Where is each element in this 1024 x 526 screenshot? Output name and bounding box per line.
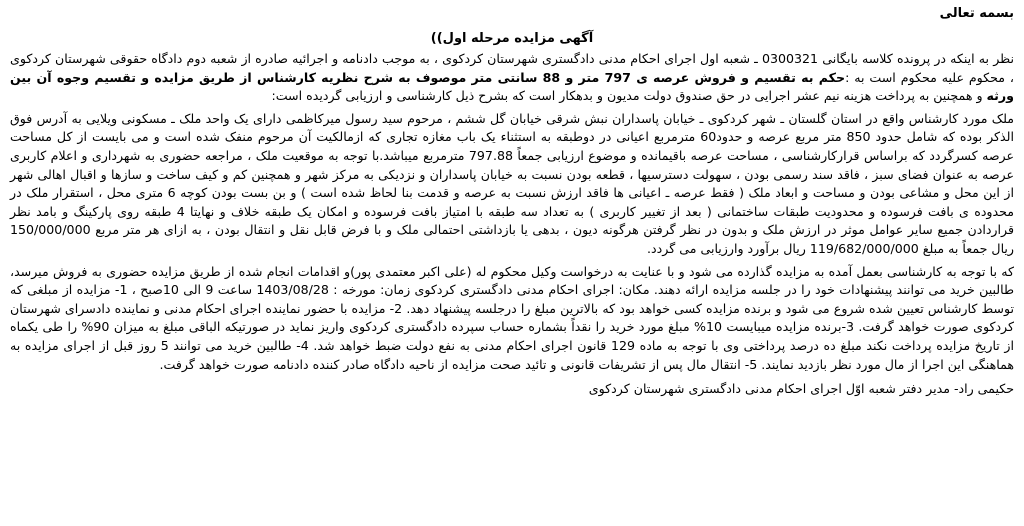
paragraph-property-description: ملک مورد کارشناس واقع در استان گلستان ـ شهر کردکوی ـ خیابان پاسداران نبش شرقی خیابان گل ششم ، مرحوم سید رسول میرکاظمی دارای یک واحد ملک ـ مسکونی ویلایی به آدرس فوق الذکر بوده که شامل حدود 850 متر مربع عرصه و حدود60 مترمربع اعیانی در دوطبقه به استثناء یک باب مغازه تجاری که ازمالکیت آن مرحوم منفک شده است و می بایست از کل مساحت عرصه کسرگردد که براساس قرارکارشناسی ، مساحت عرصه باقیمانده و موضوع ارزیابی جمعاً 797.88 مترمربع میباشد.با توجه به موقعیت ملک ، مراجعه حضوری به شهرداری و اعلام کاربری عرصه به عنوان فضای سبز ، فاقد سند رسمی بودن ، سهولت دسترسیها ، قطعه بودن نسبت به خیابان پاسداران و نزدیکی به مرکز شهر و همچنین کم و کیف ساخت و سازها و اقبال اهالی شهر از این محل و مشاعی بودن و مساحت و ابعاد ملک ( فقط عرصه ـ اعیانی ها فاقد ارزش نسبت به عرصه و قدمت بنا لحاظ شده است ) و بن بست بودن کوچه 6 متری محل ، استقرار ملک در محدوده ی بافت فرسوده و محدودیت طبقات ساختمانی ( بعد از تغییر کاربری ) به تعداد سه طبقه با امتیاز بافت فرسوده و امکان یک طبقه خلاف و نهایتا 4 طبقه روی پارکینگ و بامد نظر قراردادن جمیع سایر عوامل موثر در ارزش ملک و بدون در نظر گرفتن هرگونه دیون ، بدهی یا بازداشتی احتمالی ملک و با فرض قابل نقل و انتقال بودن ، به ازای هر متر مربع 150/000/000 ریال جمعاً به مبلغ 119/682/000/000 ریال برآورد وارزیابی می گردد. <box>10 110 1015 256</box>
header-bismillah: بسمه تعالی <box>939 6 1014 21</box>
paragraph-case-intro-text: نظر به اینکه در پرونده کلاسه بایگانی 0300321 ـ شعبه اول اجرای احکام مدنی دادگستری شهرستان کردکوی ، به موجب دادنامه و اجرائیه صادره از شعبه دوم دادگاه حقوقی شهرستان کردکوی ، محکوم علیه محکوم است به : <box>10 51 1014 85</box>
notice-title: آگهی مزایده مرحله اول)) <box>430 31 594 46</box>
paragraph-auction-terms: که با توجه به کارشناسی بعمل آمده به مزایده گذارده می شود و با عنایت به درخواست وکیل محکوم له (علی اکبر معتمدی پور)و اقدامات انجام شده از طریق مزایده حضوری به فروش میرسد، طالبین خرید می توانند پیشنهادات خود را در جلسه مزایده ارائه دهند. مکان: اجرای احکام مدنی دادگستری کردکوی زمان: مورخه : 1403/08/28 ساعت 9 الی 10صبح ، 1- مزایده از مبلغی که توسط کارشناس تعیین شده شروع می شود و برنده مزایده کسی خواهد بود که بالاترین مبلغ را درجلسه پیشنهاد دهد. 2- مزایده با حضور نماینده اجرای احکام مدنی و نماینده دادسرای شهرستان کردکوی صورت خواهد گرفت. 3-برنده مزایده میبایست 10% مبلغ مورد خرید را نقداً بشماره حساب سپرده دادگستری کردکوی واریز نماید در صورتیکه الباقی مبلغ به میزان 90% را طی یکماه از تاریخ مزایده پرداخت نکند مبلغ ده درصد پرداختی وی با توجه به ماده 129 قانون اجرای احکام مدنی به نفع دولت ضبط خواهد شد. 4- طالبین خرید می توانند 5 روز قبل از اجرای مزایده به هماهنگی این اجرا از مال مورد نظر بازدید نمایند. 5- انتقال مال پس از تشریفات قانونی و تائید صحت مزایده از ناحیه دادگاه صادر کننده دادنامه صورت خواهد گرفت. <box>10 263 1015 372</box>
paragraph-case-intro-verdict: حکم به تقسیم و فروش عرصه ی 797 متر و 88 سانتی متر موصوف به شرح نظریه کارشناس از طریق مزایده و تقسیم وجوه آن بین ورثه <box>10 69 1014 104</box>
paragraph-case-intro <box>10 50 1014 106</box>
paragraph-case-intro-tail: و همچنین به پرداخت هزینه نیم عشر اجرایی در حق صندوق دولت مدیون و بدهکار است که بشرح ذیل کارشناسی و ارزیابی گردیده است: <box>271 88 987 104</box>
signature-line: حکیمی راد- مدیر دفتر شعبه اوّل اجرای احکام مدنی دادگستری شهرستان کردکوی <box>588 381 1014 397</box>
